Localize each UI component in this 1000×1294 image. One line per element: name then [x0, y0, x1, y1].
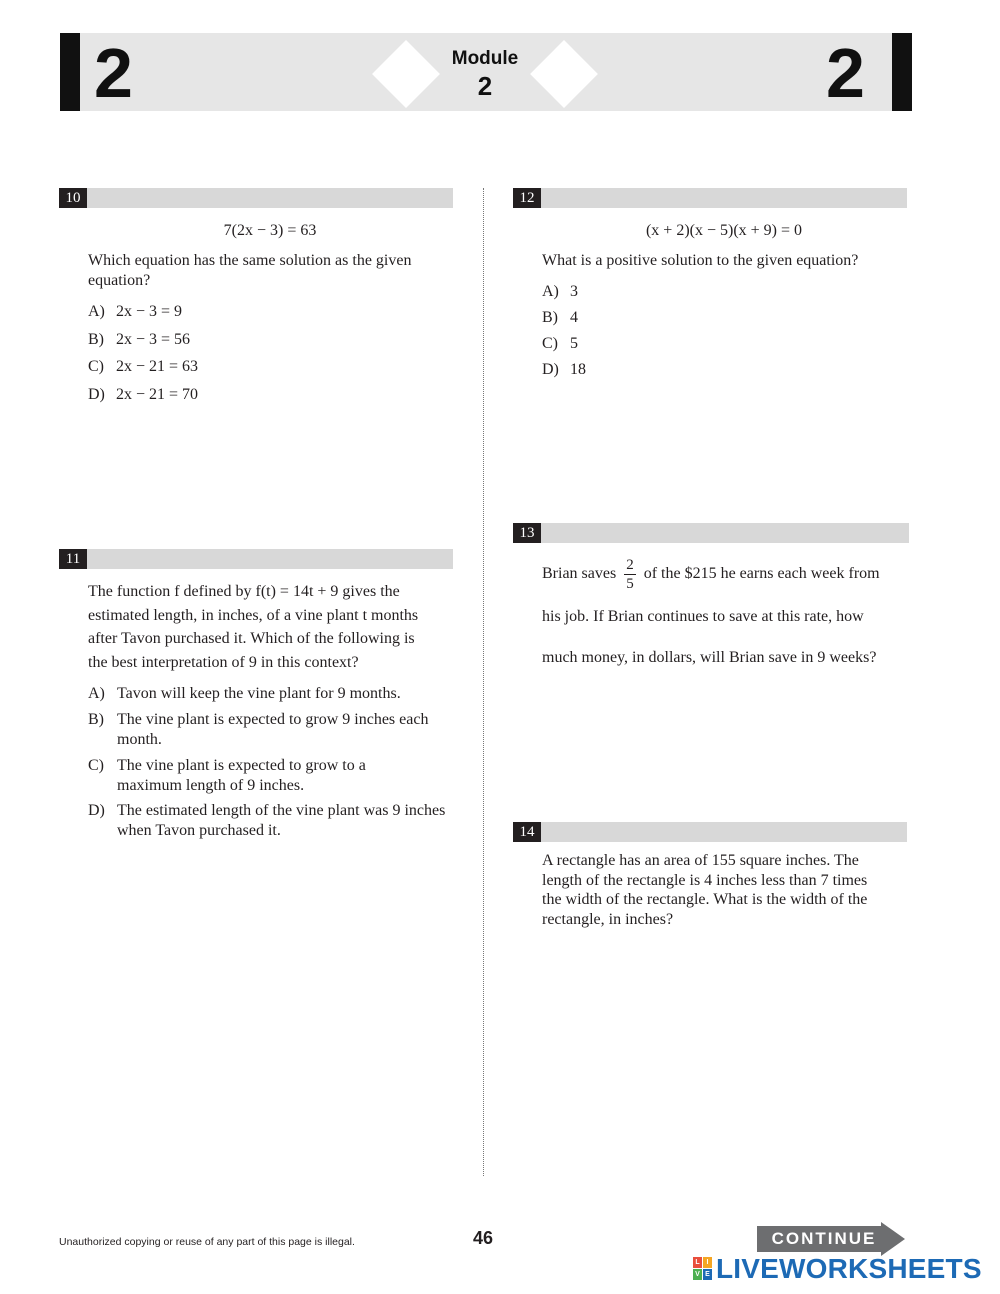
- choice-letter: B): [542, 309, 558, 326]
- question-10-number: 10: [59, 188, 87, 208]
- logo-letter-i: I: [703, 1257, 712, 1268]
- liveworksheets-brand[interactable]: LIVEWORKSHEETS: [716, 1253, 982, 1284]
- question-10-choice-a[interactable]: [88, 302, 182, 322]
- question-10-equation: 7(2x − 3) = 63: [223, 222, 317, 239]
- question-12-equation: (x + 2)(x − 5)(x + 9) = 0: [645, 222, 803, 239]
- choice-letter: C): [88, 358, 104, 375]
- question-12-header: [513, 188, 907, 208]
- section-number-left: 2: [94, 34, 133, 112]
- choice-text: 3: [570, 283, 578, 300]
- logo-letter-l: L: [693, 1257, 702, 1268]
- question-13-header: [513, 523, 909, 543]
- question-13-number: 13: [513, 523, 541, 543]
- question-12-choice-d[interactable]: [542, 360, 586, 380]
- continue-label: CONTINUE: [771, 1229, 877, 1248]
- question-10-prompt: Which equation has the same solution as the given equation?: [88, 252, 412, 289]
- question-11-choice-c[interactable]: [88, 756, 427, 796]
- choice-letter: A): [542, 283, 559, 300]
- question-14-prompt-line-2: length of the rectangle is 4 inches less than 7 times: [542, 872, 868, 889]
- choice-letter: C): [88, 757, 104, 774]
- question-14-prompt-line-4: rectangle, in inches?: [542, 911, 674, 928]
- choice-letter: A): [88, 685, 105, 702]
- liveworksheets-logo-icon: [693, 1257, 713, 1281]
- choice-text: 2x − 3 = 56: [116, 331, 191, 348]
- choice-text: 2x − 21 = 70: [116, 386, 199, 403]
- choice-letter: B): [88, 331, 104, 348]
- question-11-prompt-line-3: after Tavon purchased it. Which of the following is: [88, 630, 415, 647]
- fraction-denominator: 5: [626, 576, 634, 592]
- module-label: Module: [451, 48, 519, 69]
- choice-letter: B): [88, 711, 104, 728]
- question-11-prompt-line-1: The function f defined by f(t) = 14t + 9 gives the: [88, 583, 400, 600]
- question-10-header: [59, 188, 453, 208]
- question-11-choice-a[interactable]: [88, 684, 457, 704]
- choice-letter: A): [88, 303, 105, 320]
- question-11-prompt-line-2: estimated length, in inches, of a vine plant t months: [88, 607, 419, 624]
- question-14-prompt-line-3: the width of the rectangle. What is the width of the: [542, 891, 868, 908]
- question-13-text-after: of the $215 he earns each week from: [643, 565, 880, 583]
- choice-letter: D): [542, 361, 559, 378]
- choice-text: 18: [570, 361, 586, 378]
- page-number: 46: [472, 1228, 494, 1248]
- header-left-bar: [60, 33, 80, 111]
- logo-letter-e: E: [703, 1269, 712, 1280]
- choice-text: The estimated length of the vine plant was 9 inches when Tavon purchased it.: [117, 802, 446, 839]
- question-12-choice-a[interactable]: [542, 282, 578, 302]
- question-10-choice-d[interactable]: [88, 385, 198, 405]
- continue-button[interactable]: [757, 1222, 905, 1256]
- choice-text: The vine plant is expected to grow 9 inches each month.: [117, 711, 429, 748]
- choice-letter: D): [88, 386, 105, 403]
- question-14-number: 14: [513, 822, 541, 842]
- module-number: 2: [477, 71, 493, 101]
- choice-text: 5: [570, 335, 578, 352]
- question-10-choice-b[interactable]: [88, 330, 190, 350]
- fraction: [624, 556, 636, 593]
- question-11-prompt-line-4: the best interpretation of 9 in this context?: [88, 654, 359, 671]
- header-right-bar: [892, 33, 912, 111]
- question-13-text-before: Brian saves: [542, 565, 617, 583]
- choice-text: 2x − 3 = 9: [116, 303, 183, 320]
- question-11-choice-b[interactable]: [88, 710, 457, 750]
- question-12-choice-c[interactable]: [542, 334, 578, 354]
- copyright-notice: Unauthorized copying or reuse of any part of this page is illegal.: [59, 1236, 355, 1248]
- question-14-header: [513, 822, 907, 842]
- choice-text: 2x − 21 = 63: [116, 358, 199, 375]
- fraction-numerator: 2: [626, 557, 634, 573]
- choice-text: 4: [570, 309, 578, 326]
- question-14-prompt-line-1: A rectangle has an area of 155 square inches. The: [542, 852, 859, 869]
- logo-letter-v: V: [693, 1269, 702, 1280]
- question-12-number: 12: [513, 188, 541, 208]
- choice-text: Tavon will keep the vine plant for 9 months.: [117, 685, 401, 702]
- question-13-line-3: much money, in dollars, will Brian save in 9 weeks?: [542, 649, 877, 666]
- question-11-header: [59, 549, 453, 569]
- question-11-number: 11: [59, 549, 87, 569]
- choice-letter: D): [88, 802, 105, 819]
- question-13-line-2: his job. If Brian continues to save at this rate, how: [542, 608, 864, 625]
- section-number-right: 2: [826, 34, 865, 112]
- question-12-choice-b[interactable]: [542, 308, 578, 328]
- question-10-choice-c[interactable]: [88, 357, 198, 377]
- question-12-prompt: What is a positive solution to the given equation?: [542, 252, 859, 269]
- choice-text: The vine plant is expected to grow to a maximum length of 9 inches.: [117, 757, 366, 794]
- choice-letter: C): [542, 335, 558, 352]
- question-13-line-1: [542, 556, 880, 593]
- column-divider: [483, 188, 484, 1176]
- question-11-choice-d[interactable]: [88, 801, 447, 841]
